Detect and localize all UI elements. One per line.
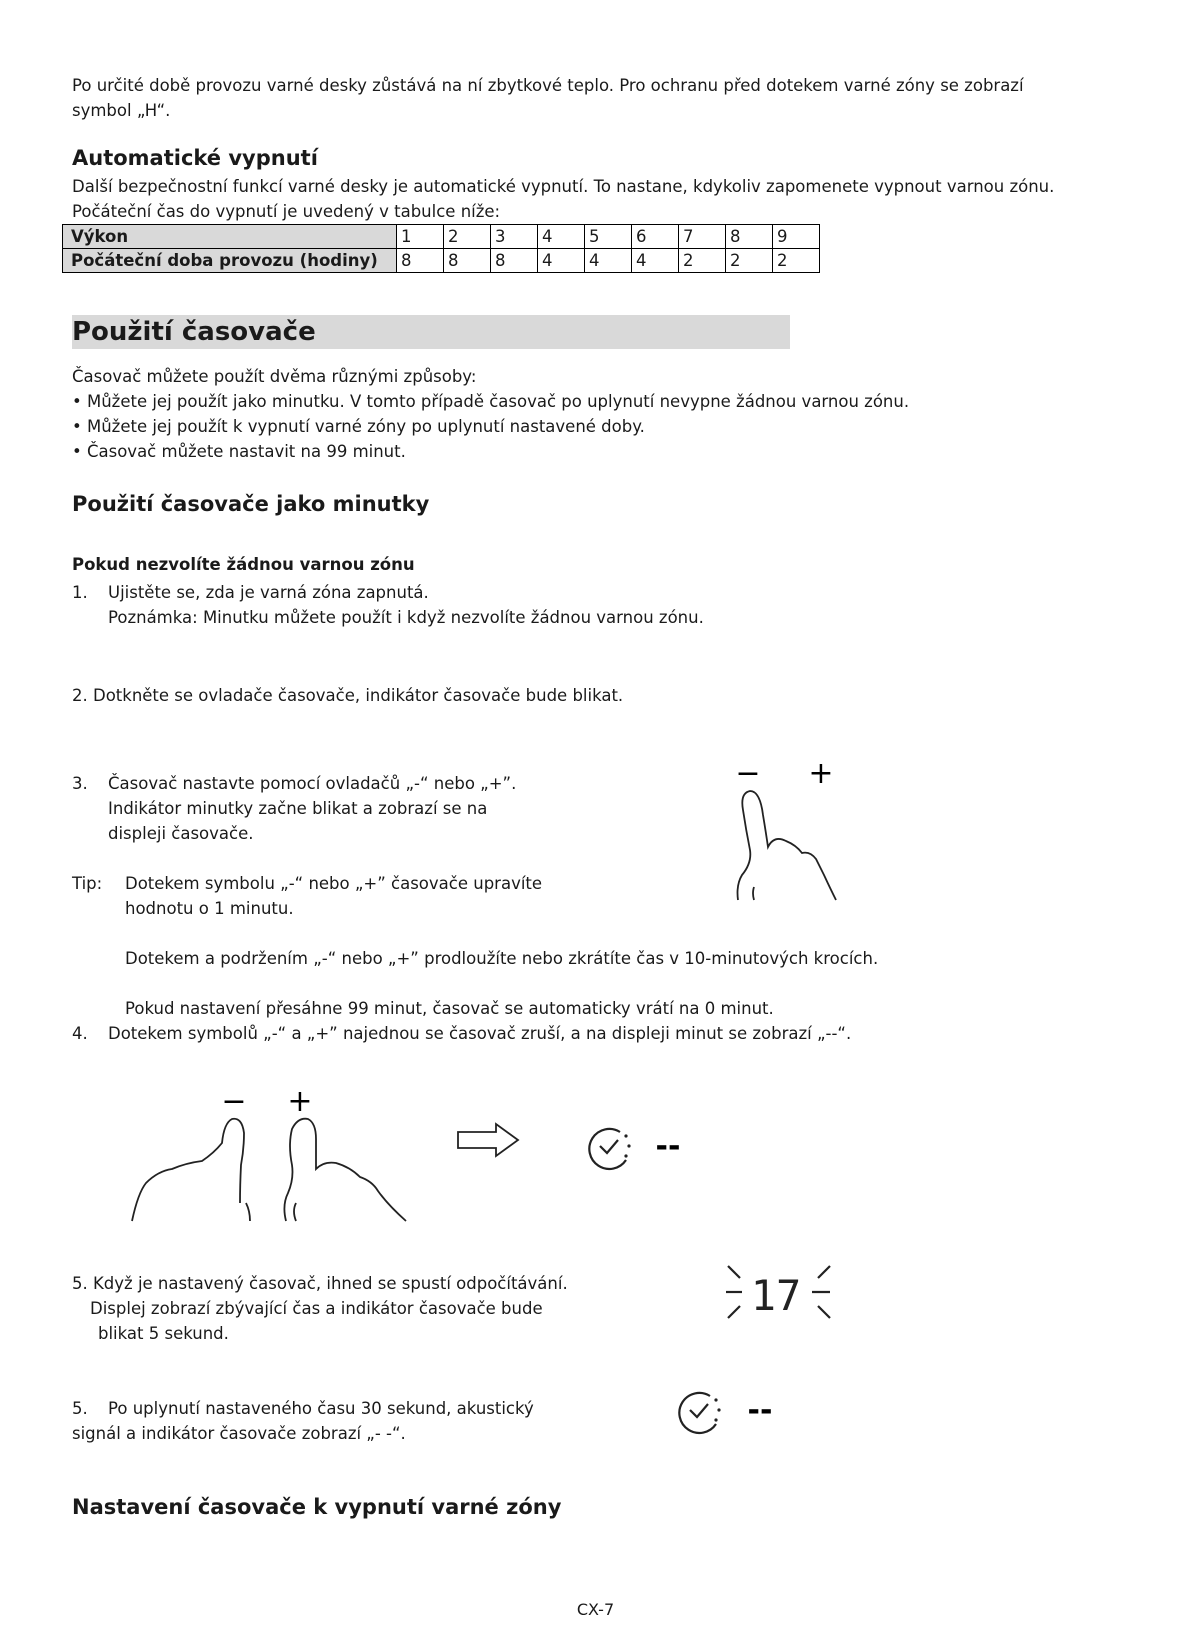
- intro-line-1: Po určité době provozu varné desky zůstává na ní zbytkové teplo. Pro ochranu před dotekem varné zóny se zobrazí: [72, 76, 1024, 95]
- table-cell: 7: [679, 225, 726, 249]
- table-cell: 6: [632, 225, 679, 249]
- step-5a-line-1: 5. Když je nastavený časovač, ihned se spustí odpočítávání.: [72, 1274, 568, 1293]
- tip-line-1: Dotekem symbolu „-“ nebo „+” časovače upravíte: [125, 874, 543, 893]
- hand-icon: [738, 791, 837, 900]
- plus-icon: +: [287, 1084, 313, 1119]
- minute-minder-subheading: Pokud nezvolíte žádnou varnou zónu: [72, 555, 415, 574]
- step-2: 2. Dotkněte se ovladače časovače, indikátor časovače bude blikat.: [72, 686, 624, 705]
- step-3-line-1: Časovač nastavte pomocí ovladačů „-“ nebo „+”.: [108, 774, 517, 793]
- minus-icon: −: [735, 756, 761, 791]
- timer-section-banner: [72, 315, 790, 349]
- step-1-line-1: Ujistěte se, zda je varná zóna zapnutá.: [108, 583, 429, 602]
- minute-minder-heading: Použití časovače jako minutky: [72, 492, 430, 516]
- table-cell: 8: [444, 249, 491, 273]
- tip-line-3: Dotekem a podržením „-“ nebo „+” prodloužíte nebo zkrátíte čas v 10-minutových krocích.: [125, 949, 879, 968]
- timer-display-dashes: [588, 1122, 708, 1172]
- arrow-right-icon: [456, 1122, 522, 1158]
- minus-icon: −: [221, 1084, 247, 1119]
- auto-off-line-1: Další bezpečnostní funkcí varné desky je automatické vypnutí. To nastane, kdykoliv zapomenete vypnout varnou zónu.: [72, 177, 1055, 196]
- step-3-line-3: displeji časovače.: [108, 824, 254, 843]
- timer-lead: Časovač můžete použít dvěma různými způsoby:: [72, 367, 477, 386]
- table-cell: 3: [491, 225, 538, 249]
- right-hand-icon: [284, 1119, 406, 1221]
- table-cell: 1: [397, 225, 444, 249]
- dashes-readout: --: [655, 1129, 681, 1164]
- table-cell: 8: [491, 249, 538, 273]
- table-cell: 2: [773, 249, 820, 273]
- table-cell: 2: [726, 249, 773, 273]
- table-label-power: Výkon: [63, 225, 397, 249]
- step-number: 3.: [72, 774, 88, 793]
- step-5b-line-2: signál a indikátor časovače zobrazí „- -“.: [72, 1424, 406, 1443]
- timer-indicator-icon: [679, 1393, 720, 1433]
- page-number: CX-7: [576, 1600, 615, 1619]
- blink-rays-left-icon: [726, 1266, 742, 1318]
- power-table: [62, 224, 820, 273]
- timer-section-title: Použití časovače: [72, 317, 316, 347]
- auto-off-line-2: Počáteční čas do vypnutí je uvedený v tabulce níže:: [72, 202, 501, 221]
- timer-bullet: • Můžete jej použít jako minutku. V tomto případě časovač po uplynutí nevypne žádnou varnou zónu.: [72, 392, 910, 411]
- timer-bullet: • Časovač můžete nastavit na 99 minut.: [72, 442, 406, 461]
- timer-display-blinking: [724, 1262, 834, 1324]
- plus-icon: +: [808, 756, 834, 791]
- table-cell: 8: [726, 225, 773, 249]
- table-cell: 4: [632, 249, 679, 273]
- tip-label: Tip:: [72, 874, 103, 893]
- step-1-line-2: Poznámka: Minutku můžete použít i když nezvolíte žádnou varnou zónu.: [108, 608, 704, 627]
- step-number: 4.: [72, 1024, 88, 1043]
- table-row-power: [63, 225, 820, 249]
- step-5a-line-2: Displej zobrazí zbývající čas a indikátor časovače bude: [90, 1299, 543, 1318]
- table-cell: 4: [585, 249, 632, 273]
- tip-line-2: hodnotu o 1 minutu.: [125, 899, 294, 918]
- timer-display-dashes-end: [678, 1386, 798, 1436]
- step-5b-line-1: Po uplynutí nastaveného času 30 sekund, akustický: [108, 1399, 534, 1418]
- step-number: 5.: [72, 1399, 88, 1418]
- blink-rays-right-icon: [812, 1266, 830, 1318]
- table-cell: 8: [397, 249, 444, 273]
- table-cell: 2: [444, 225, 491, 249]
- two-finger-diagram: [128, 1083, 418, 1233]
- step-number: 1.: [72, 583, 88, 602]
- step-5a-line-3: blikat 5 sekund.: [98, 1324, 229, 1343]
- left-hand-icon: [132, 1119, 250, 1221]
- table-cell: 5: [585, 225, 632, 249]
- finger-touch-diagram: [730, 755, 870, 905]
- table-cell: 2: [679, 249, 726, 273]
- next-section-heading: Nastavení časovače k vypnutí varné zóny: [72, 1495, 562, 1519]
- table-cell: 4: [538, 249, 585, 273]
- table-cell: 4: [538, 225, 585, 249]
- table-row-hours: [63, 249, 820, 273]
- table-cell: 9: [773, 225, 820, 249]
- auto-off-heading: Automatické vypnutí: [72, 146, 318, 170]
- step-3-line-2: Indikátor minutky začne blikat a zobrazí se na: [108, 799, 488, 818]
- timer-bullet: • Můžete jej použít k vypnutí varné zóny po uplynutí nastavené doby.: [72, 417, 645, 436]
- intro-line-2: symbol „H“.: [72, 101, 171, 120]
- step-4-line-1: Dotekem symbolů „-“ a „+” najednou se časovač zruší, a na displeji minut se zobrazí „--“.: [108, 1024, 852, 1043]
- tip-line-4: Pokud nastavení přesáhne 99 minut, časovač se automaticky vrátí na 0 minut.: [125, 999, 774, 1018]
- timer-indicator-icon: [589, 1129, 630, 1169]
- dashes-readout: --: [747, 1393, 773, 1428]
- table-label-hours: Počáteční doba provozu (hodiny): [63, 249, 397, 273]
- display-value: 17: [750, 1271, 802, 1320]
